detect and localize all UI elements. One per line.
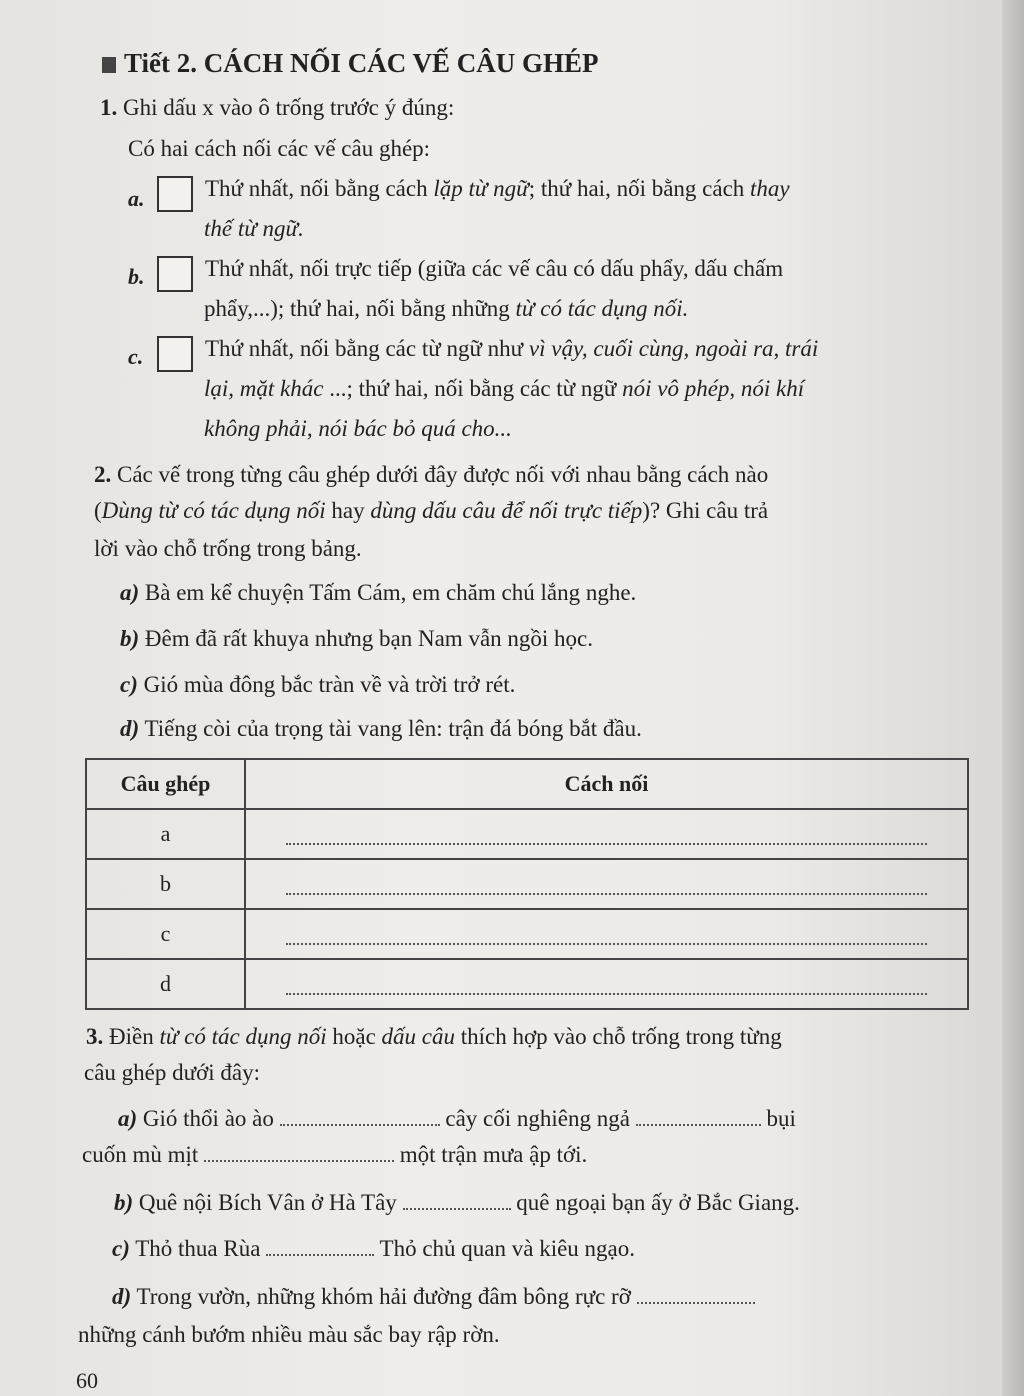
text-part-italic: từ có tác dụng nối. [515,296,689,321]
item-letter: a) [120,580,140,605]
fill-blank[interactable] [637,1284,755,1304]
table-row [86,859,968,909]
table-row [86,809,968,859]
item-text: Gió mùa đông bắc tràn về và trời trở rét. [143,672,516,697]
q1-option-b-line1: Thứ nhất, nối trực tiếp (giữa các vế câu có dấu phẩy, dấu chấm [205,256,784,281]
table-header-row [86,759,968,809]
q1-number: 1. [100,95,118,120]
text-part-italic: lặp từ ngữ [433,176,529,201]
q2-number: 2. [94,462,112,487]
dotted-line [286,823,927,845]
item-text: Thỏ chủ quan và kiêu ngạo. [379,1236,635,1261]
text-part-italic: từ có tác dụng nối [159,1024,327,1049]
text-part: hay [325,498,371,523]
section-title [102,48,599,79]
q2-line2 [94,498,768,524]
page-number: 60 [76,1368,98,1393]
answer-blank-d[interactable] [245,959,968,1009]
column-header-cach-noi: Cách nối [245,759,968,809]
text-part: ...; thứ hai, nối bằng các từ ngữ [323,376,623,401]
q1-option-b-letter: b. [128,264,145,289]
item-text: Tiếng còi của trọng tài vang lên: trận đá bóng bắt đầu. [144,716,642,741]
text-part-italic: dấu câu [381,1024,455,1049]
q1-option-c-letter: c. [128,344,144,369]
dotted-line [286,973,927,995]
text-part-italic: Dùng từ có tác dụng nối [101,498,326,523]
text-part-italic: dùng dấu câu để nối trực tiếp [370,498,643,523]
item-text: cây cối nghiêng ngả [445,1106,630,1131]
row-label: b [86,859,245,909]
text-part: hoặc [326,1024,382,1049]
column-header-cau-ghep: Câu ghép [86,759,245,809]
q3-item-d-line1 [112,1284,755,1310]
text-part: thích hợp vào chỗ trống trong từng [455,1024,782,1049]
item-letter: c) [120,672,138,697]
row-label: a [86,809,245,859]
q3-item-d-line2: những cánh bướm nhiều màu sắc bay rập rờn. [78,1322,500,1347]
item-letter: b) [120,626,140,651]
text-part: Điền [109,1024,160,1049]
square-bullet-icon [102,57,116,73]
q2-line1 [94,462,768,488]
q1-option-c-line3: không phải, nói bác bỏ quá cho... [204,416,512,441]
fill-blank[interactable] [204,1142,394,1162]
row-label: c [86,909,245,959]
fill-blank[interactable] [266,1236,374,1256]
q2-line3: lời vào chỗ trống trong bảng. [94,536,362,561]
item-letter: d) [120,716,140,741]
q1-option-b-checkbox[interactable] [157,256,193,292]
q1-option-c-checkbox[interactable] [157,336,193,372]
fill-blank[interactable] [280,1106,440,1126]
q1-option-b-line2 [204,296,688,322]
q3-number: 3. [86,1024,104,1049]
item-text: bụi [766,1106,796,1131]
text-part-italic: vì vậy, cuối cùng, ngoài ra, trái [528,336,819,361]
q1-option-a-letter: a. [128,186,145,211]
item-letter: a) [118,1106,138,1131]
q1-option-a-checkbox[interactable] [157,176,193,212]
answer-blank-c[interactable] [245,909,968,959]
text-part-italic: nói vô phép, nói khí [622,376,805,401]
q1-option-c-line2 [204,376,804,402]
q2-item-b [120,626,593,652]
q1-prompt-text: Ghi dấu x vào ô trống trước ý đúng: [123,95,455,120]
text-part: )? Ghi câu trả [642,498,769,523]
table-row [86,959,968,1009]
text-part: Thứ nhất, nối bằng các từ ngữ như [205,336,529,361]
dotted-line [286,873,927,895]
item-text: Trong vườn, những khóm hải đường đâm bông rực rỡ [136,1284,631,1309]
item-text: Quê nội Bích Vân ở Hà Tây [138,1190,397,1215]
item-letter: d) [112,1284,132,1309]
q3-item-c [112,1236,635,1262]
text-part-italic: thay [750,176,790,201]
answer-blank-a[interactable] [245,809,968,859]
text-part: ( [94,498,102,523]
text-part: ; thứ hai, nối bằng cách [528,176,751,201]
answer-blank-b[interactable] [245,859,968,909]
q1-prompt [100,95,454,121]
item-text: cuốn mù mịt [82,1142,199,1167]
text-part: phẩy,...); thứ hai, nối bằng những [204,296,516,321]
table-row [86,909,968,959]
q1-option-a-line2: thế từ ngữ. [204,216,304,241]
item-text: Thỏ thua Rùa [135,1236,261,1261]
fill-blank[interactable] [636,1106,761,1126]
item-letter: c) [112,1236,130,1261]
q1-option-a-line1 [205,176,790,202]
text-part: Thứ nhất, nối bằng cách [205,176,434,201]
row-label: d [86,959,245,1009]
item-text: Bà em kể chuyện Tấm Cám, em chăm chú lắng nghe. [144,580,637,605]
book-spine-shadow [1002,0,1024,1396]
item-text: quê ngoại bạn ấy ở Bắc Giang. [516,1190,800,1215]
q3-item-a-line1 [118,1106,796,1132]
fill-blank[interactable] [403,1190,511,1210]
dotted-line [286,923,927,945]
answer-table [85,758,969,1010]
item-text: Đêm đã rất khuya nhưng bạn Nam vẫn ngồi học. [144,626,593,651]
q2-item-d [120,716,642,742]
q1-option-c-line1 [205,336,818,362]
q3-line1 [86,1024,782,1050]
item-letter: b) [114,1190,134,1215]
q3-item-b [114,1190,800,1216]
q2-line1-text: Các vế trong từng câu ghép dưới đây được nối với nhau bằng cách nào [117,462,769,487]
item-text: một trận mưa ập tới. [399,1142,588,1167]
q2-item-c [120,672,515,698]
text-part-italic: lại, mặt khác [204,376,324,401]
q1-intro: Có hai cách nối các vế câu ghép: [128,136,431,161]
q3-line2: câu ghép dưới đây: [84,1060,260,1085]
section-title-text: Tiết 2. CÁCH NỐI CÁC VẾ CÂU GHÉP [124,48,599,78]
item-text: Gió thổi ào ào [142,1106,274,1131]
q3-item-a-line2 [82,1142,587,1168]
q2-item-a [120,580,636,606]
